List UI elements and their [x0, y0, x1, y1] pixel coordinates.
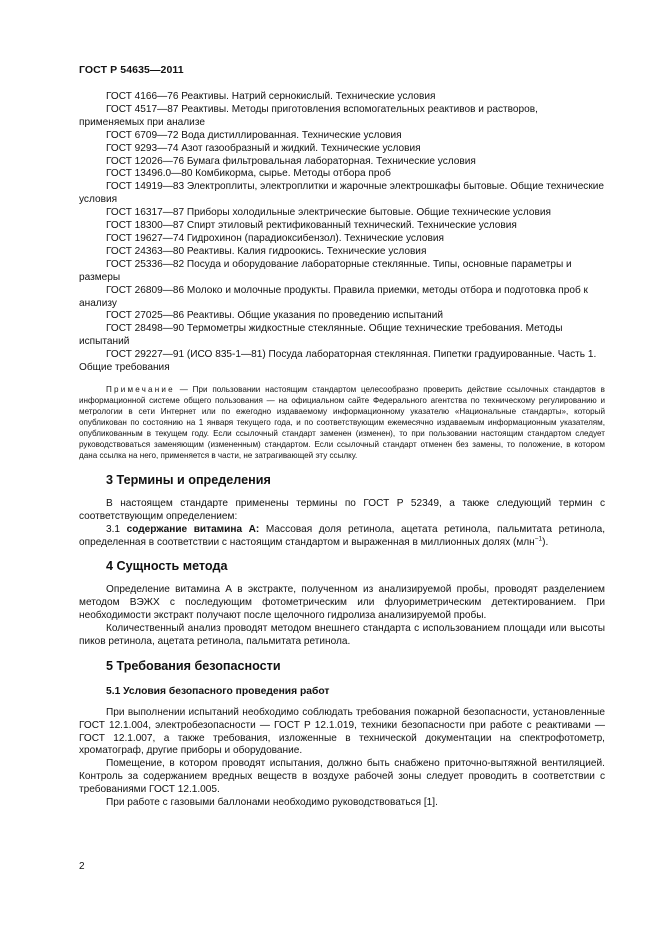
section-5-paragraph-3: При работе с газовыми баллонами необходимо руководствоваться [1].: [106, 797, 438, 809]
reference-item: ГОСТ 25336—82 Посуда и оборудование лабораторные стеклянные. Типы, основные параметры и размеры: [79, 258, 572, 283]
term-number: 3.1: [106, 523, 127, 535]
reference-item: ГОСТ 27025—86 Реактивы. Общие указания по проведению испытаний: [106, 310, 443, 322]
section-4-paragraph-2: Количественный анализ проводят методом внешнего стандарта с использованием площади или высоты пиков ретинола, ацетата ретинола, пальмитата ретинола.: [79, 623, 605, 647]
section-5-paragraph-2: Помещение, в котором проводят испытания, должно быть снабжено приточно-вытяжной вентиляцией. Контроль за содержанием вредных веществ в воздухе рабочей зоны следует проводить в соответствии с требованиями ГОСТ 12.1.005.: [79, 758, 605, 796]
section-3-heading: 3 Термины и определения: [106, 472, 271, 487]
reference-item: ГОСТ 24363—80 Реактивы. Калия гидроокись. Технические условия: [106, 245, 427, 257]
reference-item: ГОСТ 18300—87 Спирт этиловый ректификованный технический. Технические условия: [106, 220, 517, 232]
document-body: [79, 91, 605, 810]
normative-references-list: [79, 91, 605, 375]
reference-item: ГОСТ 9293—74 Азот газообразный и жидкий. Технические условия: [106, 142, 421, 154]
note-label: Примечание: [106, 384, 175, 394]
term-definition: [79, 524, 605, 550]
reference-item: ГОСТ 19627—74 Гидрохинон (парадиоксибензол). Технические условия: [106, 232, 445, 244]
reference-item: ГОСТ 14919—83 Электроплиты, электроплитки и жарочные электрошкафы бытовые. Общие технические условия: [79, 181, 605, 206]
reference-item: ГОСТ 4166—76 Реактивы. Натрий сернокислый. Технические условия: [106, 91, 436, 102]
term-superscript: −1: [534, 535, 543, 543]
reference-item: ГОСТ 12026—76 Бумага фильтровальная лабораторная. Технические условия: [106, 155, 476, 167]
note-text: — При пользовании настоящим стандартом целесообразно проверить действие ссылочных стандартов в информационной системе общего пользования — на официальном сайте Федерального агентства по техническому регулированию и метрологии в сети Интернет или по ежегодно издаваемому информационному указателю «Национальные стандарты», который опубликован по состоянию на 1 января текущего года, и по соответствующим ежемесячно издаваемым информационным указателям, опубликованным в текущем году. Если ссылочный стандарт заменен (изменен), то при пользовании настоящим стандартом следует руководствоваться заменяющим (измененным) стандартом. Если ссылочный стандарт отменен без замены, то положение, в котором дана ссылка на него, применяется в части, не затрагивающей эту ссылку.: [79, 384, 605, 460]
term-definition-end: ).: [542, 536, 549, 548]
section-4-paragraph-1: Определение витамина А в экстракте, полученном из анализируемой пробы, проводят разделением методом ВЭЖХ с последующим фотометрическим или флуориметрическим детектированием. При необходимости экстракт получают после щелочного гидролиза анализируемой пробы.: [79, 584, 605, 622]
term-definition-text: Массовая доля ретинола, ацетата ретинола, пальмитата ретинола, определенная в соответствии с настоящим стандартом и выраженная в миллионных долях (млн: [79, 523, 606, 548]
reference-item: ГОСТ 28498—90 Термометры жидкостные стеклянные. Общие технические требования. Методы испытаний: [79, 323, 563, 348]
reference-item: ГОСТ 29227—91 (ИСО 835-1—81) Посуда лабораторная стеклянная. Пипетки градуированные. Часть 1. Общие требования: [79, 349, 597, 374]
section-4-heading: 4 Сущность метода: [106, 559, 228, 574]
reference-item: ГОСТ 26809—86 Молоко и молочные продукты. Правила приемки, методы отбора и подготовка проб к анализу: [79, 284, 588, 309]
section-3-intro: В настоящем стандарте применены термины по ГОСТ Р 52349, а также следующий термин с соответствующим определением:: [79, 497, 605, 522]
reference-item: ГОСТ 4517—87 Реактивы. Методы приготовления вспомогательных реактивов и растворов, применяемых при анализе: [79, 103, 538, 128]
document-header: ГОСТ Р 54635—2011: [79, 64, 184, 76]
reference-item: ГОСТ 16317—87 Приборы холодильные электрические бытовые. Общие технические условия: [106, 207, 551, 219]
reference-item: ГОСТ 13496.0—80 Комбикорма, сырье. Методы отбора проб: [106, 168, 391, 180]
section-5-paragraph-1: При выполнении испытаний необходимо соблюдать требования пожарной безопасности, установленные ГОСТ 12.1.004, электробезопасности — ГОСТ Р 12.1.019, техники безопасности при работе с реактивами — ГОСТ 12.1.007, а также требования, изложенные в технической документации на спектрофотометр, хроматограф, другие приборы и оборудование.: [79, 706, 605, 757]
reference-item: ГОСТ 6709—72 Вода дистиллированная. Технические условия: [106, 129, 402, 141]
note-paragraph: [79, 384, 605, 461]
term-name: содержание витамина А:: [126, 523, 260, 535]
subsection-5-1-heading: 5.1 Условия безопасного проведения работ: [106, 685, 330, 697]
section-5-heading: 5 Требования безопасности: [106, 658, 281, 673]
page-number: 2: [79, 861, 85, 872]
